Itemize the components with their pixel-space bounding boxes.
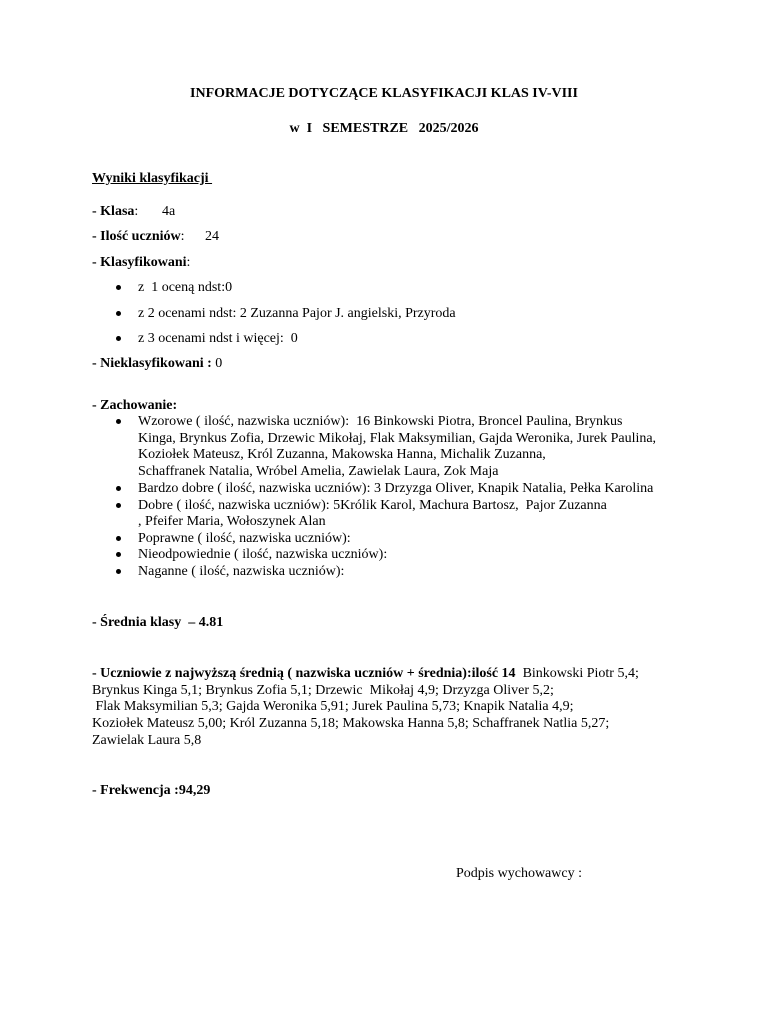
- ilosc-colon: :: [180, 229, 185, 244]
- zachowanie-item-line: , Pfeifer Maria, Wołoszynek Alan: [138, 514, 326, 529]
- bullet-icon: [116, 569, 121, 574]
- nieklasyfikowani-label: - Nieklasyfikowani :: [92, 356, 212, 371]
- bullet-icon: [116, 503, 121, 508]
- bullet-icon: [116, 336, 121, 341]
- section-heading: Wyniki klasyfikacji: [92, 171, 213, 186]
- zachowanie-item-line: Koziołek Mateusz, Król Zuzanna, Makowska Hanna, Michalik Zuzanna,: [138, 447, 546, 462]
- klasyfikowani-item: z 1 oceną ndst:0: [138, 280, 233, 295]
- podpis-wychowawcy: Podpis wychowawcy :: [456, 866, 582, 881]
- zachowanie-item-line: Bardzo dobre ( ilość, nazwiska uczniów): 3 Drzyzga Oliver, Knapik Natalia, Pełka Karolina: [138, 481, 654, 496]
- najwyzsza-line: Flak Maksymilian 5,3; Gajda Weronika 5,91; Jurek Paulina 5,73; Knapik Natalia 4,9;: [92, 699, 574, 714]
- zachowanie-item-line: Nieodpowiednie ( ilość, nazwiska uczniów):: [138, 547, 388, 562]
- zachowanie-item-line: Wzorowe ( ilość, nazwiska uczniów): 16 Binkowski Piotra, Broncel Paulina, Brynkus: [138, 414, 623, 429]
- klasyfikowani-item: z 2 ocenami ndst: 2 Zuzanna Pajor J. angielski, Przyroda: [138, 306, 456, 321]
- nieklasyfikowani-value: 0: [215, 356, 223, 371]
- ilosc-label: - Ilość uczniów: [92, 229, 181, 244]
- bullet-icon: [116, 486, 121, 491]
- frekwencja: - Frekwencja :94,29: [92, 783, 211, 798]
- klasa-value: 4a: [162, 204, 176, 219]
- ilosc-value: 24: [205, 229, 219, 244]
- bullet-icon: [116, 311, 121, 316]
- zachowanie-item-line: Kinga, Brynkus Zofia, Drzewic Mikołaj, Flak Maksymilian, Gajda Weronika, Jurek Paulina,: [138, 431, 657, 446]
- bullet-icon: [116, 419, 121, 424]
- bullet-icon: [116, 552, 121, 557]
- najwyzsza-first: Binkowski Piotr 5,4;: [515, 666, 639, 681]
- najwyzsza-label: - Uczniowie z najwyższą średnią ( nazwiska uczniów + średnia):ilość 14: [92, 666, 516, 681]
- najwyzsza-line: Koziołek Mateusz 5,00; Król Zuzanna 5,18; Makowska Hanna 5,8; Schaffranek Natlia 5,27;: [92, 716, 610, 731]
- bullet-icon: [116, 536, 121, 541]
- ilosc-row: [92, 229, 185, 245]
- document-subtitle: w I SEMESTRZE 2025/2026: [289, 121, 479, 136]
- nieklasyfikowani-row: [92, 356, 222, 372]
- zachowanie-item-line: Naganne ( ilość, nazwiska uczniów):: [138, 564, 345, 579]
- klasyfikowani-label: - Klasyfikowani: [92, 255, 187, 270]
- zachowanie-item-line: Schaffranek Natalia, Wróbel Amelia, Zawielak Laura, Zok Maja: [138, 464, 499, 479]
- zachowanie-item-line: Dobre ( ilość, nazwiska uczniów): 5Królik Karol, Machura Bartosz, Pajor Zuzanna: [138, 498, 607, 513]
- klasa-colon: :: [134, 204, 139, 219]
- klasa-label: - Klasa: [92, 204, 135, 219]
- klasa-row: [92, 204, 138, 220]
- document-title: INFORMACJE DOTYCZĄCE KLASYFIKACJI KLAS IV-VIII: [190, 86, 578, 101]
- zachowanie-item-line: Poprawne ( ilość, nazwiska uczniów):: [138, 531, 351, 546]
- klasyfikowani-colon: :: [186, 255, 191, 270]
- najwyzsza-line: Zawielak Laura 5,8: [92, 733, 202, 748]
- klasyfikowani-row: [92, 255, 190, 271]
- zachowanie-label: - Zachowanie:: [92, 398, 178, 413]
- bullet-icon: [116, 285, 121, 290]
- klasyfikowani-item: z 3 ocenami ndst i więcej: 0: [138, 331, 298, 346]
- najwyzsza-row: [92, 666, 639, 682]
- najwyzsza-line: Brynkus Kinga 5,1; Brynkus Zofia 5,1; Drzewic Mikołaj 4,9; Drzyzga Oliver 5,2;: [92, 683, 554, 698]
- srednia-klasy: - Średnia klasy – 4.81: [92, 615, 224, 630]
